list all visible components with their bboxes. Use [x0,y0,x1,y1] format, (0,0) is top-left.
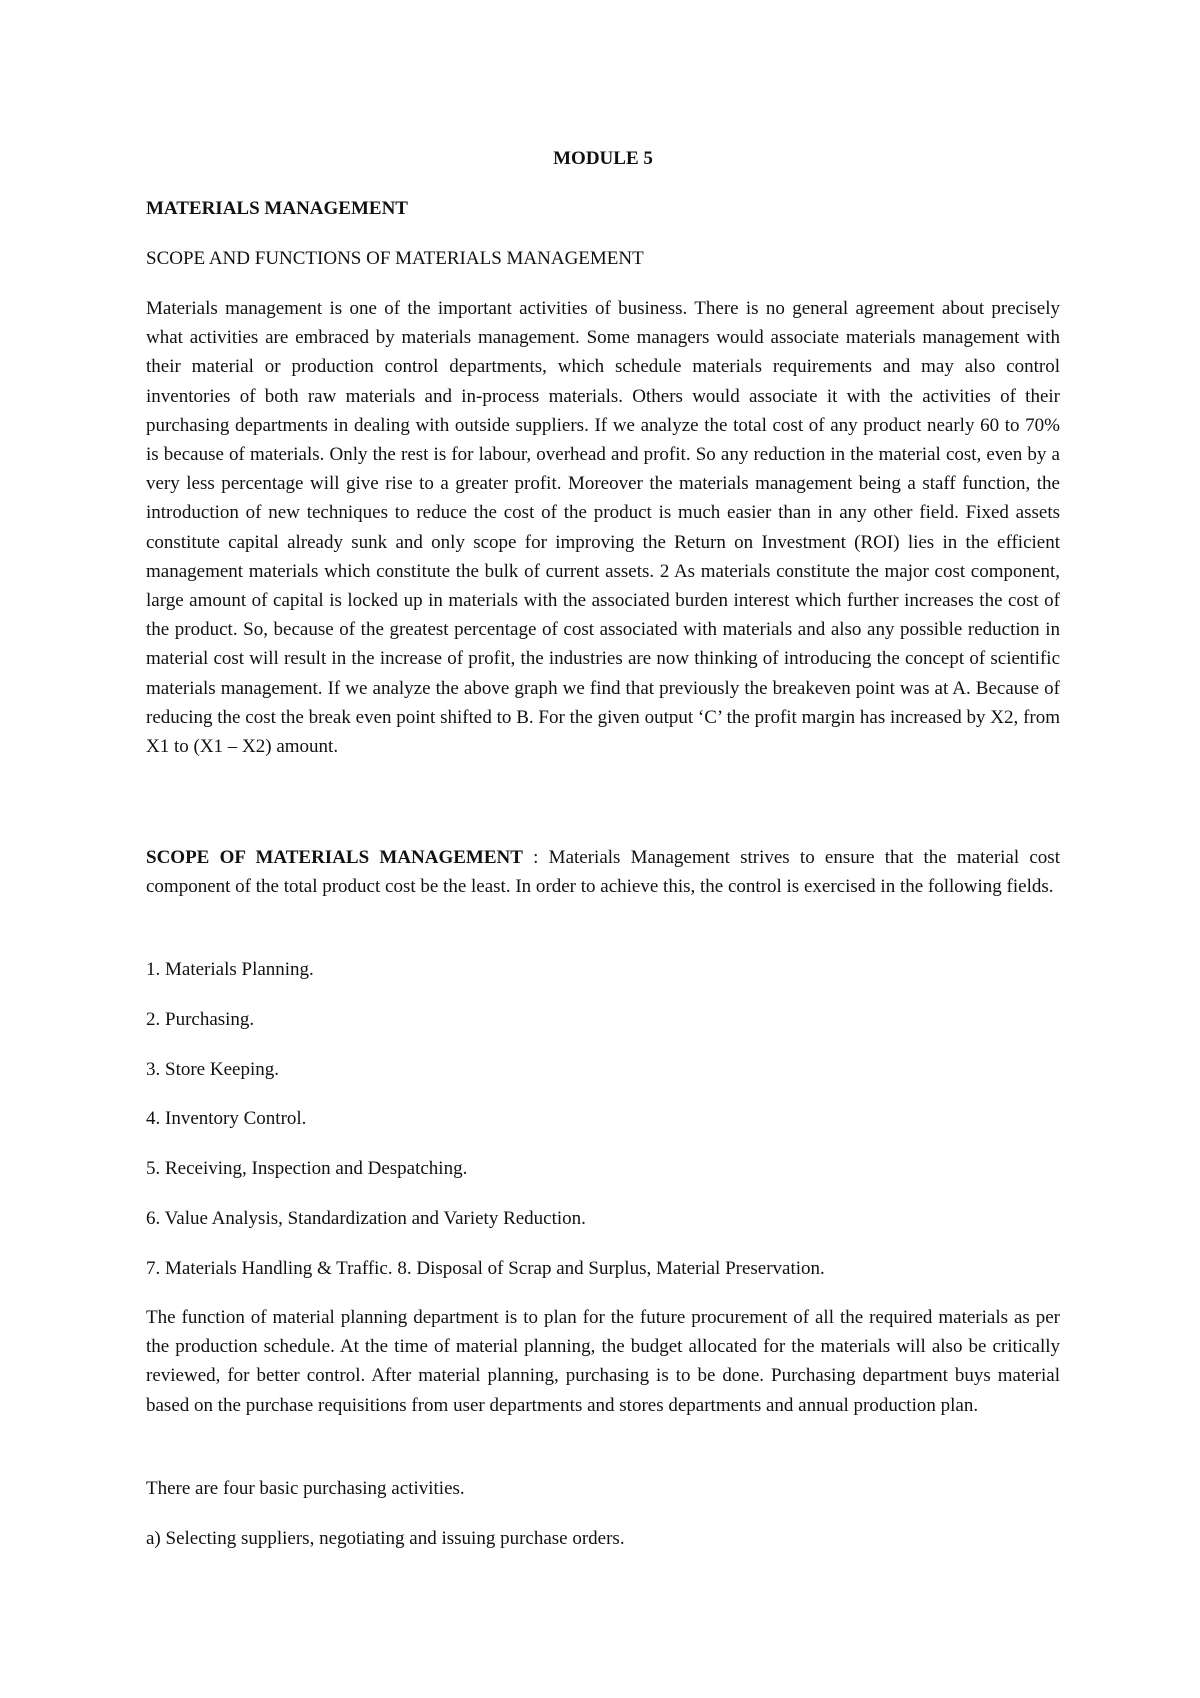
scope-heading: SCOPE OF MATERIALS MANAGEMENT [146,847,523,868]
list-item: 7. Materials Handling & Traffic. 8. Disposal of Scrap and Surplus, Material Preservation. [146,1258,825,1279]
scope-text: : Materials Management strives to ensure that the material cost component of the total product cost be the least. In order to achieve this, the control is exercised in the following fields. [146,847,1060,898]
intro-paragraph: Materials management is one of the important activities of business. There is no general agreement about precisely what activities are embraced by materials management. Some managers would associate materials management with their material or production control departments, which schedule materials requirements and may also control inventories of both raw materials and in-process materials. Others would associate it with the activities of their purchasing departments in dealing with outside suppliers. If we analyze the total cost of any product nearly 60 to 70% is because of materials. Only the rest is for labour, overhead and profit. So any reduction in the material cost, even by a very less percentage will give rise to a greater profit. Moreover the materials management being a staff function, the introduction of new techniques to reduce the cost of the product is much easier than in any other field. Fixed assets constitute capital already sunk and only scope for improving the Return on Investment (ROI) lies in the efficient management materials which constitute the bulk of current assets. 2 As materials constitute the major cost component, large amount of capital is locked up in materials with the associated burden interest which further increases the cost of the product. So, because of the greatest percentage of cost associated with materials and also any possible reduction in material cost will result in the increase of profit, the industries are now thinking of introducing the concept of scientific materials management. If we analyze the above graph we find that previously the breakeven point was at A. Because of reducing the cost the break even point shifted to B. For the given output ‘C’ the profit margin has increased by X2, from X1 to (X1 – X2) amount. [146,298,1060,758]
module-title: MODULE 5 [553,148,653,169]
list-item: 2. Purchasing. [146,1009,255,1030]
list-item: 4. Inventory Control. [146,1108,307,1129]
list-item: 5. Receiving, Inspection and Despatching. [146,1158,468,1179]
list-item: 6. Value Analysis, Standardization and Variety Reduction. [146,1208,586,1229]
purchasing-intro: There are four basic purchasing activities. [146,1478,465,1499]
list-item: 3. Store Keeping. [146,1059,279,1080]
list-item: 1. Materials Planning. [146,959,314,980]
subheading: SCOPE AND FUNCTIONS OF MATERIALS MANAGEMENT [146,248,644,269]
purchasing-item-a: a) Selecting suppliers, negotiating and issuing purchase orders. [146,1528,625,1549]
scope-paragraph [146,843,1060,901]
function-paragraph: The function of material planning department is to plan for the future procurement of all the required materials as per the production schedule. At the time of material planning, the budget allocated for the materials will also be critically reviewed, for better control. After material planning, purchasing is to be done. Purchasing department buys material based on the purchase requisitions from user departments and stores departments and annual production plan. [146,1307,1060,1416]
section-heading: MATERIALS MANAGEMENT [146,198,408,219]
